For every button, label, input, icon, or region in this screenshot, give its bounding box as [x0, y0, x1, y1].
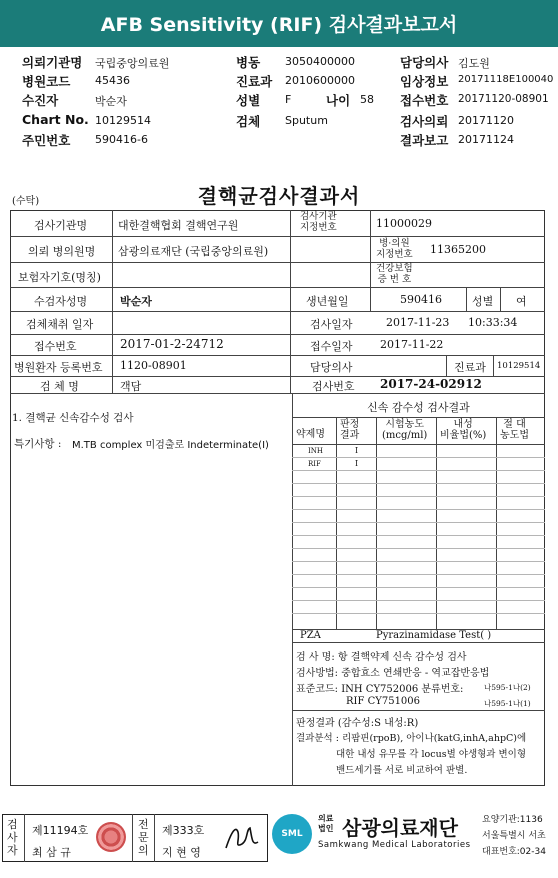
org-english: Samkwang Medical Laboratories: [318, 840, 471, 850]
health-label: 건강보험 증 번 호: [376, 263, 413, 285]
code-value: 45436: [95, 74, 130, 87]
code-label: 병원코드: [22, 74, 71, 89]
ssn-value: 590416-6: [95, 133, 148, 146]
pza-test: Pyrazinamidase Test( ): [376, 630, 492, 641]
rapid-title: 신속 감수성 검사결과: [367, 401, 470, 414]
dob-value: 590416: [400, 293, 442, 306]
dept-value-form: 10129514: [497, 361, 541, 371]
test-time-value: 10:33:34: [468, 316, 518, 329]
col-abs: 절 대 농도법: [500, 419, 529, 441]
signature-mark: [222, 822, 262, 854]
reg-label: 병원환자 등록번호: [14, 361, 103, 374]
row-drug-inh: INH: [308, 447, 323, 455]
reg-value: 1120-08901: [120, 359, 187, 372]
row-result-rif: I: [355, 459, 359, 468]
doctor-value: 김도원: [458, 57, 490, 70]
col-drug: 약제명: [296, 429, 325, 440]
expert-name: 지 현 영: [162, 846, 201, 859]
row-drug-rif: RIF: [308, 460, 321, 468]
side-line2: 서울특별시 서초: [482, 831, 546, 841]
agency-no-value: 11000029: [376, 217, 432, 230]
dob-label: 생년월일: [306, 295, 349, 308]
report-value: 20171124: [458, 133, 514, 146]
test-no-value: 2017-24-02912: [380, 377, 482, 391]
patient-label: 수진자: [22, 93, 59, 108]
specimen-label: 검체: [236, 114, 261, 129]
recv-date-value: 2017-11-22: [380, 338, 444, 351]
form-corner: (수탁): [12, 196, 40, 207]
recv-date-label: 접수일자: [310, 340, 353, 353]
spec-value: 객담: [120, 380, 142, 393]
judge-text: 판정결과 (감수성:S 내성:R): [296, 718, 419, 729]
name-value: 박순자: [120, 295, 152, 308]
sex-label-form: 성별: [472, 295, 494, 308]
col-ratio: 내성 비율법(%): [440, 419, 487, 441]
remarks-value: M.TB complex 미검출로 Indeterminate(I): [72, 440, 269, 451]
recv-no-label: 접수번호: [34, 340, 77, 353]
pza-label: PZA: [300, 630, 321, 641]
form-title: 결핵균검사결과서: [197, 184, 361, 208]
institution-label: 의뢰기관명: [22, 55, 83, 70]
method-name: 검 사 명: 항 결핵약제 신속 감수성 검사: [296, 652, 467, 663]
age-label: 나이: [326, 93, 351, 108]
analysis-line1: 결과분석 : 리팜핀(rpoB), 아이나(katG,inhA,ahpC)에: [296, 733, 527, 744]
recv-no-value: 2017-01-2-24712: [120, 337, 224, 351]
agency-value: 대한결핵협회 결핵연구원: [118, 219, 239, 232]
method-type: 검사방법: 중합효소 연쇄반응 - 역교잡반응법: [296, 668, 490, 679]
sex-label: 성별: [236, 93, 261, 108]
chart-label: Chart No.: [22, 112, 89, 127]
age-value: 58: [360, 93, 374, 106]
chart-value: 10129514: [95, 114, 151, 127]
row-result-inh: I: [355, 446, 359, 455]
report-footer: [0, 792, 558, 878]
clinical-value: 20171118E100040: [458, 74, 554, 85]
ward-label: 병동: [236, 55, 261, 70]
col-result: 판정 결과: [340, 419, 360, 441]
test-date-value: 2017-11-23: [386, 316, 450, 329]
collect-label: 검체채취 일자: [26, 318, 94, 331]
ssn-label: 주민번호: [22, 133, 71, 148]
side-line3: 대표번호:02-34: [482, 847, 546, 857]
spec-label: 검 체 명: [40, 380, 79, 393]
report-title: AFB Sensitivity (RIF) 검사결과보고서: [0, 0, 558, 47]
dept-label-form: 진료과: [454, 361, 486, 374]
sex-value: F: [285, 93, 292, 106]
test-no-label: 검사번호: [312, 380, 355, 393]
method-code-class2: 나595-1나(1): [484, 699, 531, 708]
scanned-result-form: [0, 174, 558, 792]
side-line1: 요양기관:1136: [482, 815, 543, 825]
expert-number: 제333호: [162, 824, 205, 837]
analysis-line2: 대한 내성 유무를 각 locus별 야생형과 변이형: [336, 749, 527, 760]
tester-label: 검사자: [7, 818, 18, 857]
remarks-label: 특기사항 :: [14, 438, 62, 450]
doctor-label: 담당의사: [400, 55, 449, 70]
agency-label: 검사기관명: [34, 219, 88, 232]
req-hosp-no-label: 병·의원 지정번호: [376, 238, 413, 260]
analysis-line3: 밴드세기를 서로 비교하여 판별.: [336, 765, 468, 776]
col-conc: 시험농도 (mcg/ml): [382, 419, 428, 441]
test-date-label: 검사일자: [310, 318, 353, 331]
seal-stamp: [96, 822, 126, 852]
specimen-value: Sputum: [285, 114, 328, 127]
section-title: 1. 결핵균 신속감수성 검사: [12, 412, 134, 424]
req-hosp-label: 의뢰 병의원명: [28, 245, 96, 258]
tester-name: 최 삼 규: [32, 846, 71, 859]
insured-label: 보험자기호(명칭): [18, 271, 101, 284]
method-code-class1: 나595-1나(2): [484, 683, 531, 692]
agency-no-label: 검사기관 지정번호: [300, 211, 337, 233]
org-name: 삼광의료재단: [342, 816, 458, 840]
receipt-value: 20171120-08901: [458, 93, 549, 105]
method-code: 표준코드: INH CY752006 분류번호:: [296, 684, 464, 695]
expert-label: 전문의: [138, 818, 149, 857]
dept-value: 2010600000: [285, 74, 355, 87]
method-code-rif: RIF CY751006: [346, 696, 421, 707]
request-label: 검사의뢰: [400, 114, 449, 129]
sex-value-form: 여: [516, 295, 527, 308]
tester-number: 제11194호: [32, 824, 89, 837]
receipt-label: 접수번호: [400, 93, 449, 108]
patient-value: 박순자: [95, 95, 127, 108]
clinical-label: 임상정보: [400, 74, 449, 89]
name-label: 수검자성명: [34, 295, 88, 308]
ward-value: 3050400000: [285, 55, 355, 68]
report-label: 결과보고: [400, 133, 449, 148]
dept-label: 진료과: [236, 74, 273, 89]
doc-label: 담당의사: [310, 361, 353, 374]
req-hosp-no-value: 11365200: [430, 243, 486, 256]
sml-logo-icon: SML: [272, 814, 312, 854]
org-prefix: 의료 법인: [318, 814, 334, 833]
request-value: 20171120: [458, 114, 514, 127]
form-frame: [10, 210, 545, 786]
req-hosp-value: 삼광의료재단 (국립중앙의료원): [118, 245, 269, 258]
institution-value: 국립중앙의료원: [95, 57, 170, 70]
